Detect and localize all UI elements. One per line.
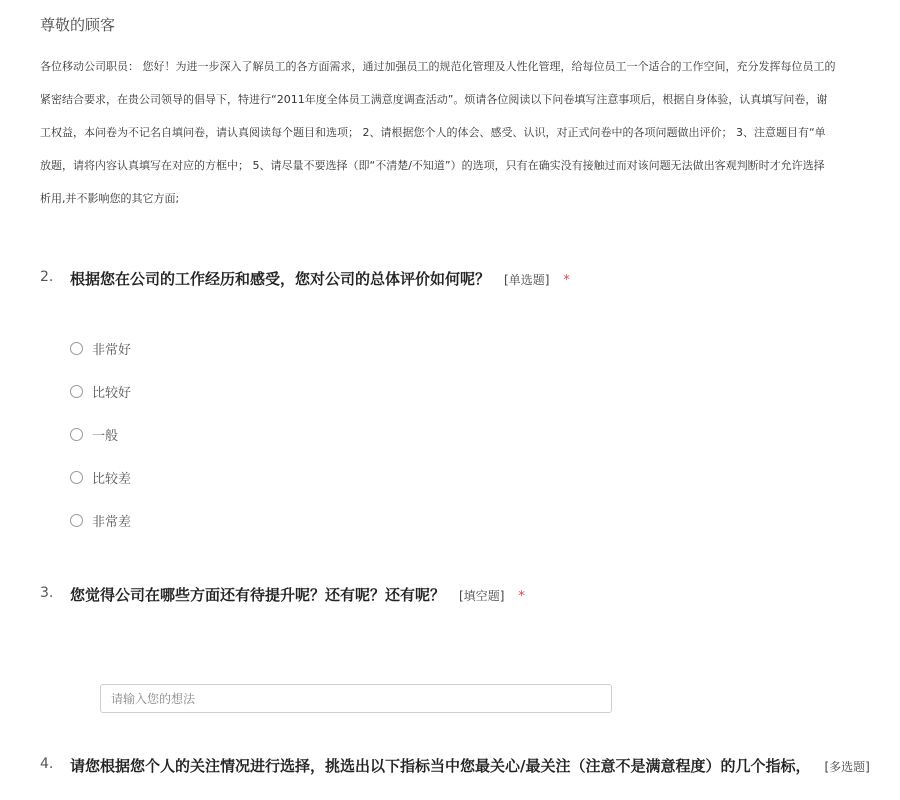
radio-button[interactable] [70,514,83,527]
option-average[interactable] [70,425,118,443]
question-title [70,268,570,289]
question-type-badge: [单选题] [504,273,550,287]
question-type-badge: [多选题] [824,760,870,774]
question-title [70,584,525,605]
intro-line: 放题，请将内容认真填写在对应的方框中； 5、请尽量不要选择（即“不清楚/不知道”）的选项，只有在确实没有接触过而对该问题无法做出客观判断时才允许选择 [40,159,825,172]
option-label: 一般 [92,428,119,444]
question-title [70,755,870,776]
intro-line: 工权益，本问卷为不记名自填问卷，请认真阅读每个题目和选项； 2、请根据您个人的体会、感受、认识，对正式问卷中的各项问题做出评价； 3、注意题目有“单 [40,126,826,139]
question-number: 4. [40,756,54,772]
question-type-badge: [填空题] [459,589,505,603]
radio-button[interactable] [70,342,83,355]
question-number: 2. [40,269,54,285]
option-poor[interactable] [70,468,131,486]
required-marker: * [518,589,525,604]
option-label: 非常好 [92,342,132,358]
option-label: 比较差 [92,471,132,487]
greeting-heading: 尊敬的顾客 [40,16,116,34]
question-number: 3. [40,585,54,601]
intro-line: 紧密结合要求，在贵公司领导的倡导下，特进行“2011年度全体员工满意度调查活动”。烦请各位阅读以下问卷填写注意事项后，根据自身体验，认真填写问卷，谢 [40,93,828,106]
question-title-text: 您觉得公司在哪些方面还有待提升呢？还有呢？还有呢？ [70,586,446,604]
option-good[interactable] [70,382,131,400]
question-title-text: 根据您在公司的工作经历和感受，您对公司的总体评价如何呢？ [70,270,491,288]
intro-line: 各位移动公司职员： 您好！为进一步深入了解员工的各方面需求，通过加强员工的规范化管理及人性化管理，给每位员工一个适合的工作空间，充分发挥每位员工的 [40,60,836,73]
radio-button[interactable] [70,471,83,484]
option-label: 比较好 [92,385,132,401]
question-title-text: 请您根据您个人的关注情况进行选择，挑选出以下指标当中您最关心/最关注（注意不是满意程度）的几个指标， [70,757,811,775]
option-very-good[interactable] [70,339,131,357]
idea-text-input[interactable] [100,684,612,713]
radio-button[interactable] [70,385,83,398]
option-very-poor[interactable] [70,511,131,529]
radio-button[interactable] [70,428,83,441]
intro-line: 析用,并不影响您的其它方面; [40,192,180,205]
option-label: 非常差 [92,514,132,530]
required-marker: * [563,273,570,288]
